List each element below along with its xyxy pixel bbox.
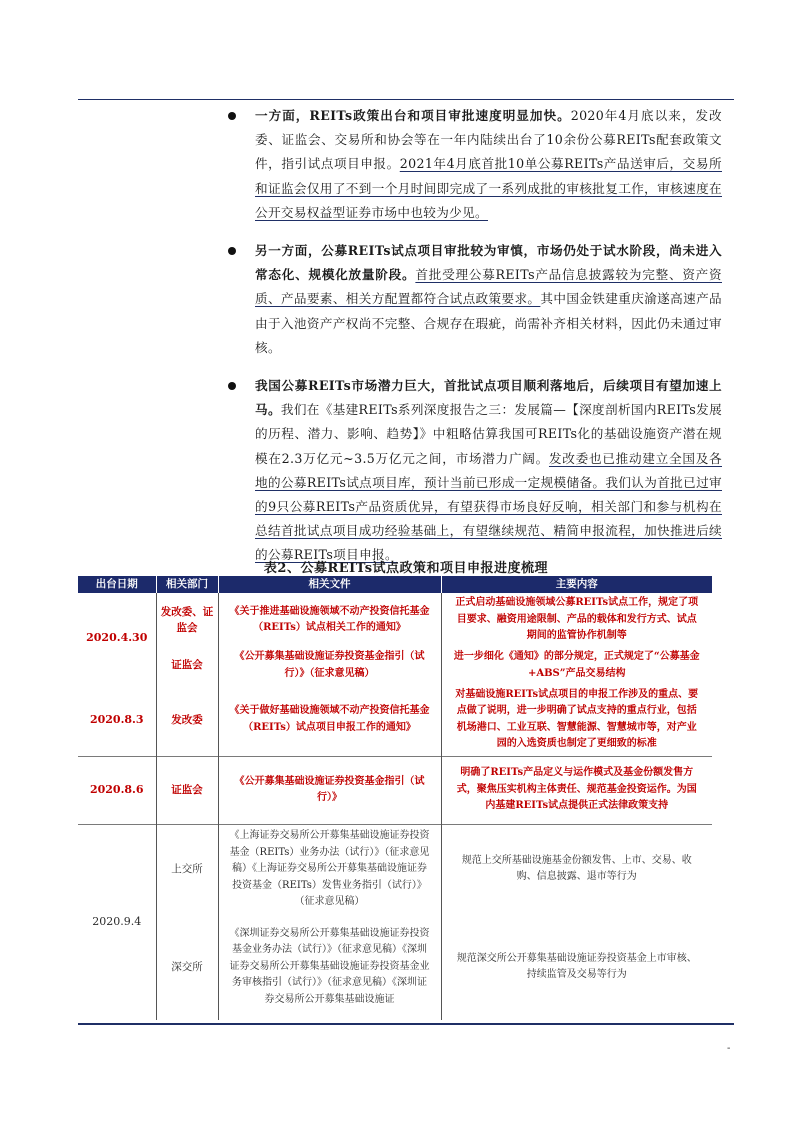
- bullet-underlined-text: 发改委也已推动建立全国及各地的公募REITs试点项目库，预计当前已形成一定规模储备。我们认为首批已过审的9只公募REITs产品资质优异，有望获得市场良好反响，相关部门和参与机构在总结首批试点项目成功经验基础上，有望继续规范、精简申报流程，加快推进后续的公募REITs项目申报。: [255, 450, 722, 563]
- header-dept: 相关部门: [156, 576, 218, 593]
- cell-dept: 上交所: [156, 824, 218, 914]
- table-header-row: [78, 576, 712, 593]
- footer-rule: [78, 1023, 734, 1025]
- bullet-dot-icon: [228, 382, 236, 390]
- bullet-text: 2020年4月底以来，发改委、证监会、交易所和协会等在一年内陆续出台了10余份公募REITs配套政策文件，指引试点项目申报。: [255, 108, 722, 172]
- cell-dept: 证监会: [156, 756, 218, 824]
- cell-date: 2020.8.6: [78, 756, 156, 824]
- table-row: [78, 914, 712, 1020]
- cell-content: 规范上交所基础设施基金份额发售、上市、交易、收购、信息披露、退市等行为: [441, 824, 712, 914]
- bullet-heading: 一方面，REITs政策出台和项目审批速度明显加快。: [255, 108, 571, 123]
- cell-content: 进一步细化《通知》的部分规定，正式规定了“公募基金+ABS”产品交易结构: [441, 647, 712, 684]
- cell-dept: 发改委、证监会: [156, 593, 218, 647]
- bullet-dot-icon: [228, 112, 236, 120]
- header-content: 主要内容: [441, 576, 712, 593]
- bullet-item: [228, 374, 722, 568]
- bullet-text: 其中国金铁建重庆渝遂高速产品由于入池资产产权尚不完整、合规存在瑕疵，尚需补齐相关材料，因此仍未通过审核。: [255, 291, 722, 355]
- table-row: [78, 593, 712, 647]
- cell-content: 对基础设施REITs试点项目的申报工作涉及的重点、要点做了说明，进一步明确了试点支持的重点行业，包括机场港口、工业互联、智慧能源、智慧城市等，对产业园的入选资质也制定了更细致的标准: [441, 684, 712, 756]
- cell-dept: 证监会: [156, 647, 218, 684]
- bullet-list: [228, 104, 722, 582]
- bullet-heading: 我国公募REITs市场潜力巨大，首批试点项目顺利落地后，后续项目有望加速上马。: [255, 378, 722, 418]
- policy-table: [78, 576, 712, 1020]
- header-rule: [78, 99, 734, 100]
- page-number: -: [727, 1043, 731, 1054]
- cell-doc: 《公开募集基础设施证券投资基金指引（试行）》（征求意见稿）: [218, 647, 441, 684]
- cell-dept: 深交所: [156, 914, 218, 1020]
- table-row: [78, 647, 712, 684]
- table-row: [78, 824, 712, 914]
- cell-doc: 《关于做好基础设施领域不动产投资信托基金（REITs）试点项目申报工作的通知》: [218, 684, 441, 756]
- bullet-item: [228, 104, 722, 225]
- cell-doc: 《上海证券交易所公开募集基础设施证券投资基金（REITs）业务办法（试行）》（征求意见稿）《上海证券交易所公开募集基础设施证券投资基金（REITs）发售业务指引（试行）》（征求意见稿）: [218, 824, 441, 914]
- cell-doc: 《深圳证券交易所公开募集基础设施证券投资基金业务办法（试行）》（征求意见稿）《深圳证券交易所公开募集基础设施证券投资基金业务审核指引（试行）》（征求意见稿）《深圳证券交易所公开募集基础设施证: [218, 914, 441, 1020]
- cell-date: 2020.4.30: [86, 631, 148, 645]
- header-date: 出台日期: [78, 576, 156, 593]
- bullet-underlined-text: 首批受理公募REITs产品信息披露较为完整、资产资质、产品要素、相关方配置都符合试点政策要求。: [255, 267, 722, 307]
- table-row: [78, 684, 712, 756]
- cell-date: 2020.8.3: [89, 712, 144, 726]
- table-row: [78, 756, 712, 824]
- bullet-dot-icon: [228, 247, 236, 255]
- cell-doc: 《关于推进基础设施领域不动产投资信托基金（REITs）试点相关工作的通知》: [218, 593, 441, 647]
- bullet-item: [228, 239, 722, 360]
- cell-content: 规范深交所公开募集基础设施证券投资基金上市审核、持续监管及交易等行为: [441, 914, 712, 1020]
- cell-content: 正式启动基础设施领域公募REITs试点工作，规定了项目要求、融资用途限制、产品的载体和发行方式、试点期间的监管协作机制等: [441, 593, 712, 647]
- cell-doc: 《公开募集基础设施证券投资基金指引（试行）》: [218, 756, 441, 824]
- bullet-text: 我们在《基建REITs系列深度报告之三：发展篇—【深度剖析国内REITs发展的历程、潜力、影响、趋势】》中粗略估算我国可REITs化的基础设施资产潜在规模在2.3万亿元~3.5万亿元之间，市场潜力广阔。: [255, 402, 723, 466]
- bullet-underlined-text: 2021年4月底首批10单公募REITs产品送审后，交易所和证监会仅用了不到一个月时间即完成了一系列成批的审核批复工作，审核速度在公开交易权益型证券市场中也较为少见。: [255, 156, 722, 220]
- cell-dept: 发改委: [156, 684, 218, 756]
- cell-content: 明确了REITs产品定义与运作模式及基金份额发售方式，聚焦压实机构主体责任、规范基金投资运作。为国内基建REITs试点提供正式法律政策支持: [441, 756, 712, 824]
- bullet-heading: 另一方面，公募REITs试点项目审批较为审慎，市场仍处于试水阶段，尚未进入常态化、规模化放量阶段。: [255, 243, 722, 283]
- header-doc: 相关文件: [218, 576, 441, 593]
- cell-date: 2020.9.4: [78, 824, 156, 1020]
- table-title: 表2、公募REITs试点政策和项目申报进度梳理: [263, 561, 549, 576]
